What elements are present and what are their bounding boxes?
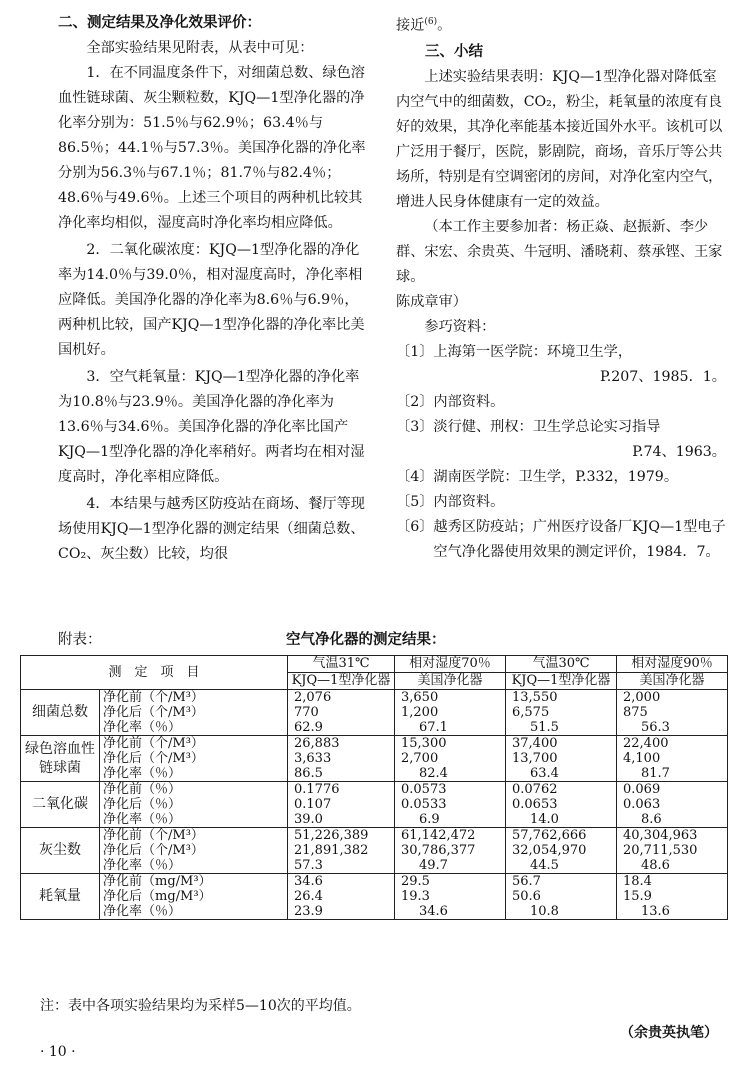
header-us-1: 美国净化器 — [395, 673, 506, 690]
table-row — [21, 782, 728, 828]
reference-number: 〔4〕 — [396, 468, 434, 485]
table-title: 空气净化器的测定结果： — [286, 631, 446, 648]
reference-item — [396, 415, 726, 465]
author-credit: （余贵英执笔） — [620, 1025, 718, 1041]
paragraph-intro: 全部实验结果见附表，从表中可见： — [86, 40, 314, 56]
value-cell-c4: 2,000 875 56.3 — [617, 690, 728, 736]
left-column — [58, 10, 370, 567]
value-cell-c1: 34.6 26.4 23.9 — [288, 874, 395, 920]
value-cell-c4: 18.4 15.9 13.6 — [617, 874, 728, 920]
row-items: 净化前（mg/M³） 净化后（mg/M³） 净化率（％） — [100, 874, 288, 920]
reference-text: 内部资料。 — [433, 493, 505, 510]
header-group2-humidity: 相对湿度90％ — [617, 656, 728, 673]
row-category: 细菌总数 — [21, 690, 100, 736]
value-cell-c1: 26,883 3,633 86.5 — [288, 736, 395, 782]
references-title: 参巧资料： — [424, 318, 496, 335]
header-us-2: 美国净化器 — [617, 673, 728, 690]
paragraph-1: 1．在不同温度条件下，对细菌总数、绿色溶血性链球菌、灰尘颗粒数，KJQ—1型净化器的净化率分别为：51.5％与62.9％；63.4％与86.5％；44.1％与57.3％。美国净化器的净化率分别为56.3％与67.1％；81.7％与82.4％；48.6％与49.6％。上述三个项目的两种机比较其净化率均相似，湿度高时净化率均相应降低。 — [58, 65, 366, 231]
section-2-title: 二、测定结果及净化效果评价： — [58, 14, 261, 31]
reference-item — [396, 515, 726, 565]
summary-paragraph: 上述实验结果表明：KJQ—1型净化器对降低室内空气中的细菌数，CO₂，粉尘，耗氧量的浓度有良好的效果，其净化率能基本接近国外水平。该机可以广泛用于餐厅，医院，影剧院，商场，音乐厅等公共场所，特别是有空调密闭的房间，对净化室内空气，增进人民身体健康有一定的效益。 — [396, 68, 723, 210]
value-cell-c1: 2,076 770 62.9 — [288, 690, 395, 736]
header-kjq-2: KJQ—1型净化器 — [506, 673, 617, 690]
row-category: 灰尘数 — [21, 828, 100, 874]
row-category: 绿色溶血性链球菌 — [21, 736, 100, 782]
reference-item — [396, 390, 726, 415]
row-items: 净化前（个/M³） 净化后（个/M³） 净化率（％） — [100, 690, 288, 736]
right-column — [396, 10, 726, 565]
value-cell-c2: 3,650 1,200 67.1 — [395, 690, 506, 736]
contributors-paragraph: （本工作主要参加者：杨正焱、赵振新、李少群、宋宏、余贵英、牛冠明、潘晓莉、蔡承铿、王家球。 — [396, 218, 723, 285]
reference-number: 〔6〕 — [396, 518, 434, 535]
table-note: 注：表中各项实验结果均为采样5—10次的平均值。 — [40, 998, 361, 1014]
header-group1-humidity: 相对湿度70％ — [395, 656, 506, 673]
value-cell-c3: 13,550 6,575 51.5 — [506, 690, 617, 736]
results-table — [20, 655, 728, 920]
paragraph-3: 3．空气耗氧量：KJQ—1型净化器的净化率为10.8％与23.9％。美国净化器的净化率为13.6％与34.6％。美国净化器的净化率比国产KJQ—1型净化器的净化率稍好。两者均在相对湿度高时，净化率相应降低。 — [58, 369, 365, 485]
row-category: 二氧化碳 — [21, 782, 100, 828]
value-cell-c4: 40,304,963 20,711,530 48.6 — [617, 828, 728, 874]
row-items: 净化前（％） 净化后（％） 净化率（％） — [100, 782, 288, 828]
section-3-title: 三、小结 — [425, 42, 483, 60]
value-cell-c3: 56.7 50.6 10.8 — [506, 874, 617, 920]
citation-marker: (6) — [424, 17, 438, 27]
table-label: 附表： — [58, 632, 102, 648]
reference-text: 越秀区防疫站；广州医疗设备厂KJQ—1型电子空气净化器使用效果的测定评价，1984．7。 — [433, 518, 726, 560]
row-category: 耗氧量 — [21, 874, 100, 920]
value-cell-c1: 51,226,389 21,891,382 57.3 — [288, 828, 395, 874]
table-row — [21, 690, 728, 736]
reference-number: 〔3〕 — [396, 418, 434, 435]
continued-text: 接近$^{(6)}$。 — [396, 17, 452, 34]
value-cell-c3: 57,762,666 32,054,970 44.5 — [506, 828, 617, 874]
value-cell-c2: 15,300 2,700 82.4 — [395, 736, 506, 782]
table-heading — [58, 627, 728, 655]
value-cell-c4: 22,400 4,100 81.7 — [617, 736, 728, 782]
reference-text: 淡行健、刑权：卫生学总论实习指导 P.74、1963。 — [433, 418, 726, 460]
row-items: 净化前（个/M³） 净化后（个/M³） 净化率（％） — [100, 828, 288, 874]
reference-number: 〔2〕 — [396, 393, 434, 410]
header-group2-temp: 气温30℃ — [506, 656, 617, 673]
value-cell-c3: 0.0762 0.0653 14.0 — [506, 782, 617, 828]
header-item: 测 定 项 目 — [21, 656, 288, 690]
reviewer-line: 陈成章审） — [396, 293, 467, 310]
paragraph-2: 2．二氧化碳浓度：KJQ—1型净化器的净化率为14.0％与39.0％，相对湿度高时，净化率相应降低。美国净化器的净化率为8.6％与6.9％，两种机比较，国产KJQ—1型净化器的净化率比美国机好。 — [58, 242, 365, 358]
reference-text: 湖南医学院：卫生学，P.332，1979。 — [433, 468, 679, 485]
value-cell-c4: 0.069 0.063 8.6 — [617, 782, 728, 828]
table-row — [21, 874, 728, 920]
value-cell-c2: 61,142,472 30,786,377 49.7 — [395, 828, 506, 874]
reference-item — [396, 465, 726, 490]
header-kjq-1: KJQ—1型净化器 — [288, 673, 395, 690]
header-group1-temp: 气温31℃ — [288, 656, 395, 673]
reference-item — [396, 490, 726, 515]
reference-text: 上海第一医学院：环境卫生学， P.207、1985．1。 — [433, 343, 726, 385]
references-list — [396, 340, 726, 565]
reference-text: 内部资料。 — [433, 393, 505, 410]
value-cell-c2: 29.5 19.3 34.6 — [395, 874, 506, 920]
page-number: · 10 · — [40, 1044, 76, 1060]
value-cell-c3: 37,400 13,700 63.4 — [506, 736, 617, 782]
row-items: 净化前（个/M³） 净化后（个/M³） 净化率（％） — [100, 736, 288, 782]
table-row — [21, 828, 728, 874]
reference-number: 〔5〕 — [396, 493, 434, 510]
table-row — [21, 736, 728, 782]
reference-number: 〔1〕 — [396, 343, 434, 360]
reference-item — [396, 340, 726, 390]
paragraph-4: 4．本结果与越秀区防疫站在商场、餐厅等现场使用KJQ—1型净化器的测定结果（细菌总数、CO₂、灰尘数）比较，均很 — [58, 496, 365, 562]
value-cell-c2: 0.0573 0.0533 6.9 — [395, 782, 506, 828]
value-cell-c1: 0.1776 0.107 39.0 — [288, 782, 395, 828]
